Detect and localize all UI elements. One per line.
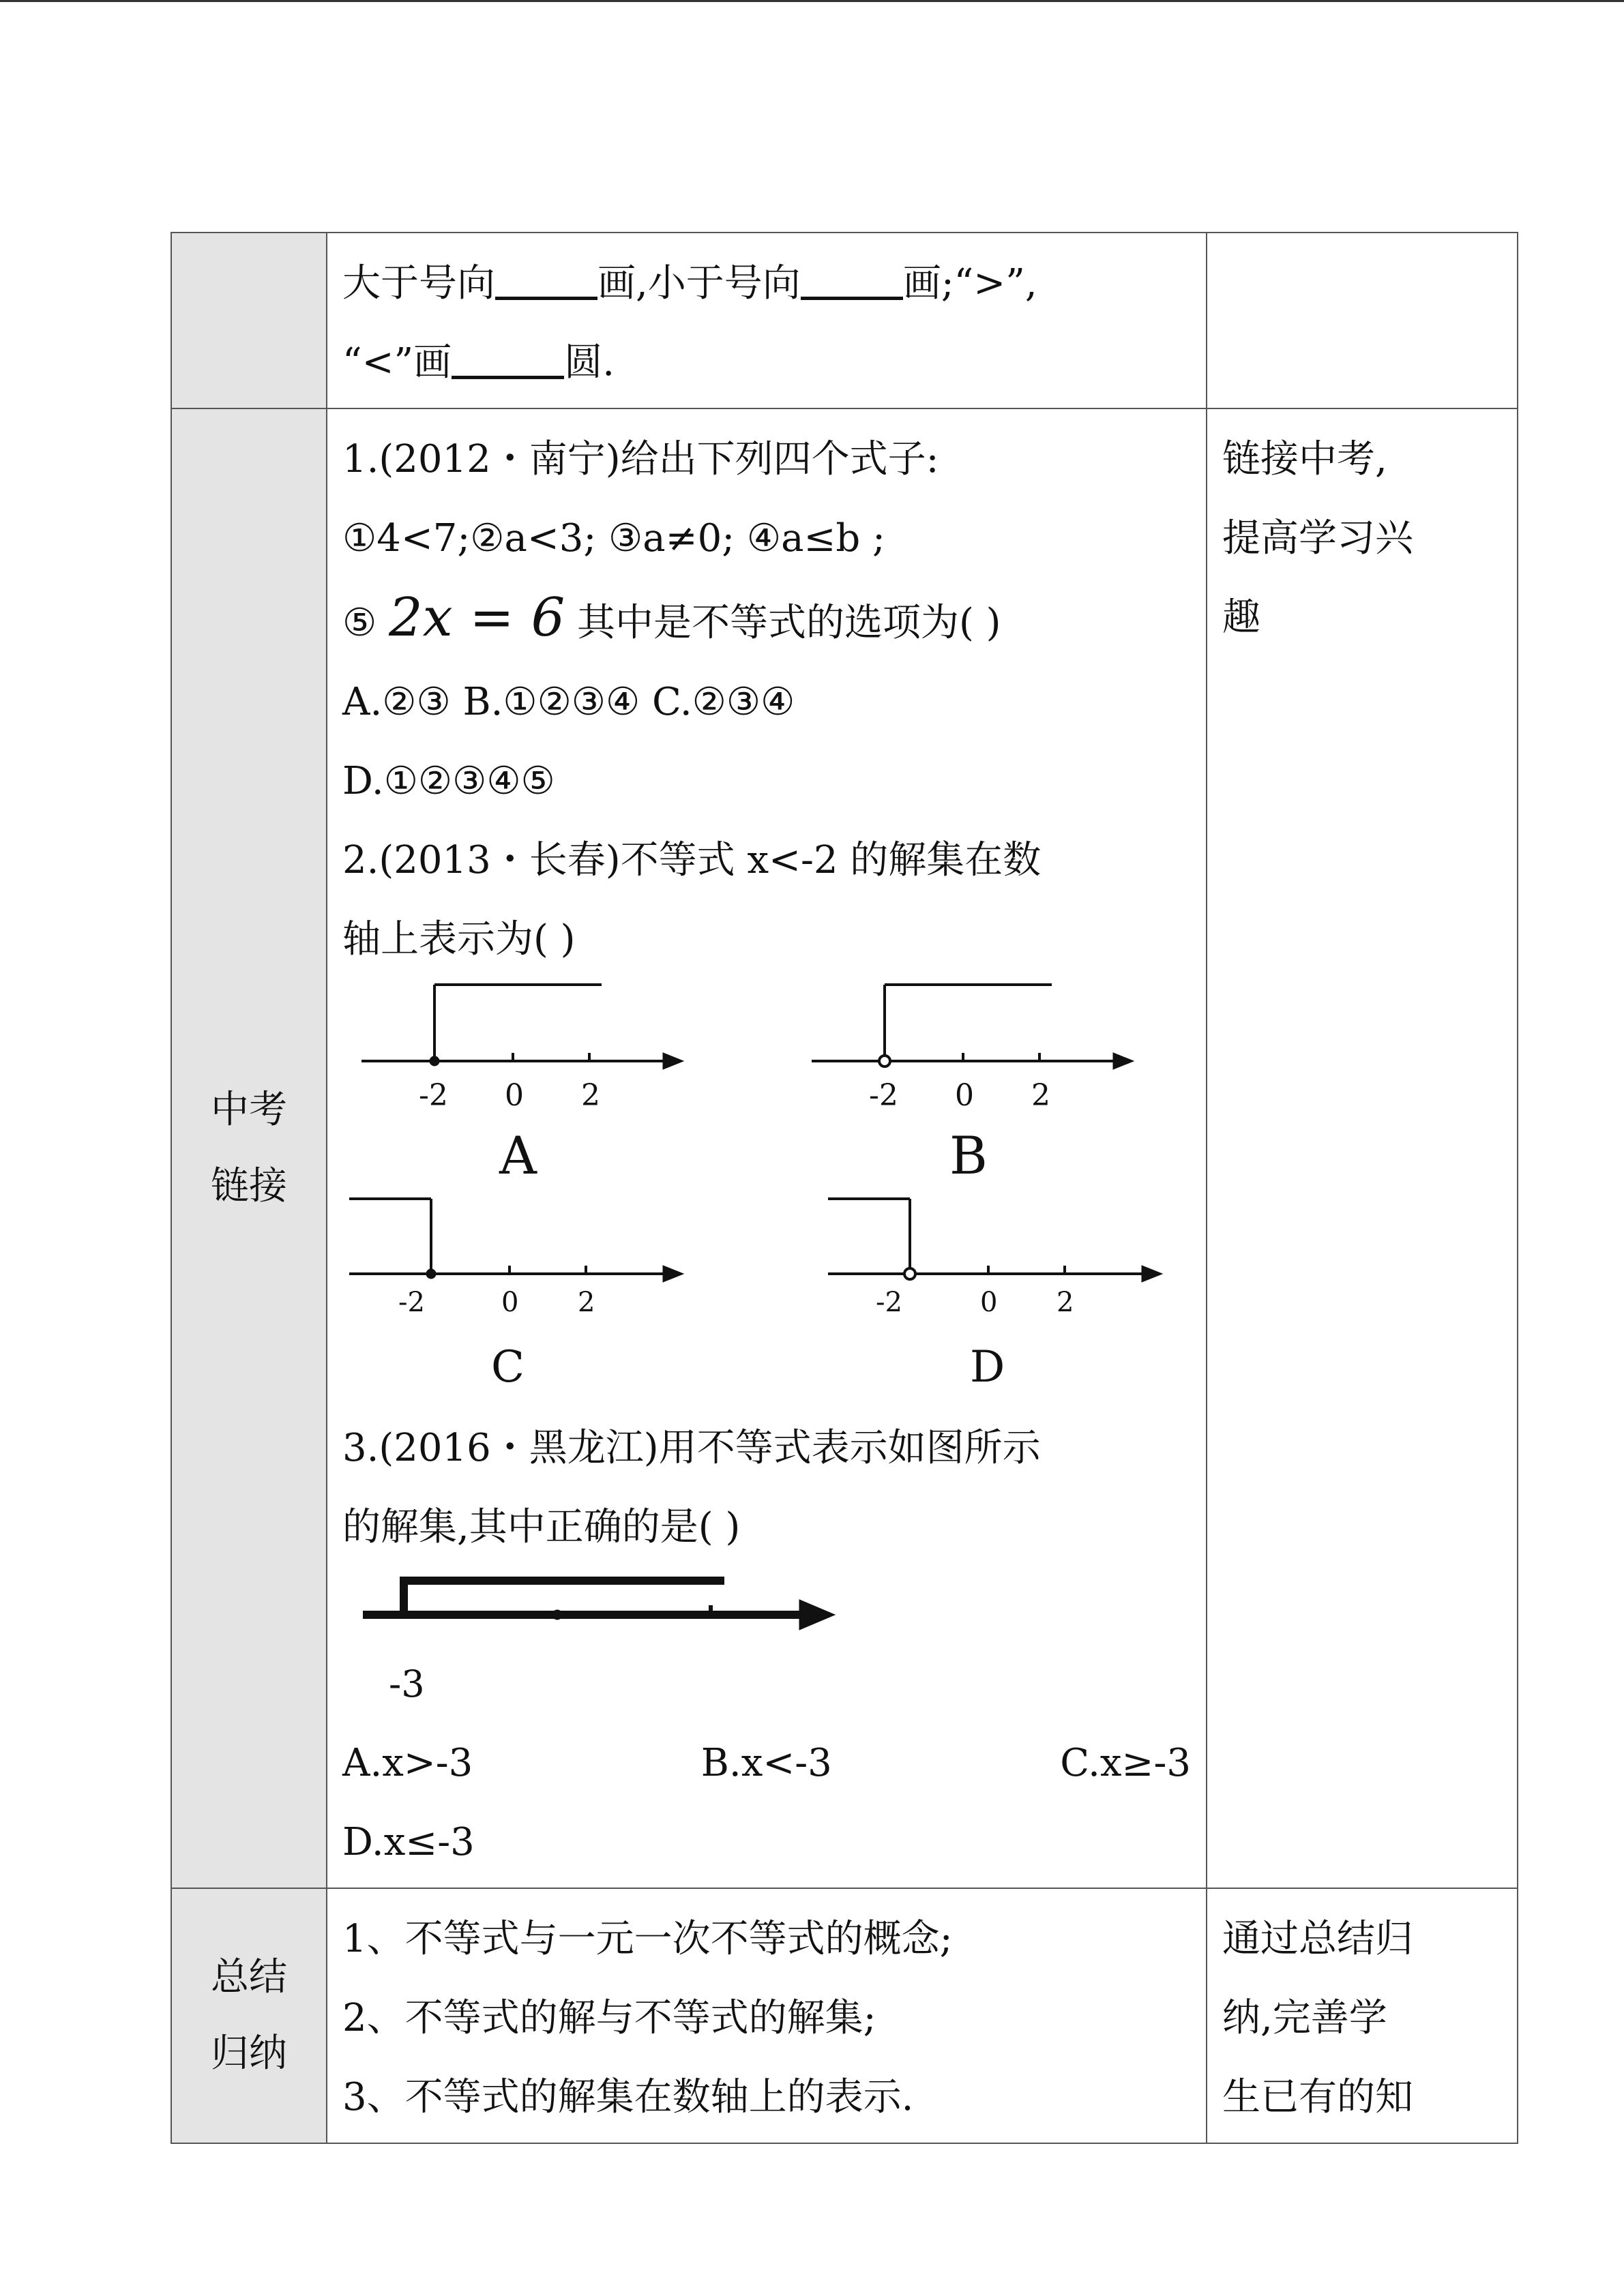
question-1-item5 [342, 578, 1191, 663]
question-1-stem: 1.(2012・南宁)给出下列四个式子: [342, 437, 939, 481]
row-note-summary [1207, 1888, 1518, 2143]
row-label-empty [171, 233, 327, 408]
tick-label: 2 [578, 1287, 595, 1318]
question-2-stem-cont: 轴上表示为( ) [342, 917, 576, 961]
label-line: 链接 [211, 1164, 287, 1208]
fill-blank [495, 256, 597, 300]
note-line: 生已有的知 [1222, 2075, 1413, 2119]
number-line-figures [342, 979, 1191, 1409]
note-line: 提高学习兴 [1222, 516, 1413, 561]
row-content-exam-link [327, 408, 1207, 1888]
text-segment: 画;“>”, [902, 261, 1037, 305]
option-c: C.x≥-3 [1060, 1741, 1191, 1785]
row-exam-link [171, 408, 1518, 1888]
arrow-head [663, 1053, 683, 1069]
row-continuation [171, 233, 1518, 408]
text-segment: 大于号向 [342, 261, 495, 305]
tick-label: 2 [1057, 1287, 1074, 1318]
tick-label: 2 [1031, 1078, 1050, 1113]
figure-letter: A [499, 1125, 537, 1186]
label-line: 总结 [211, 1955, 287, 1999]
tick-label: 0 [980, 1287, 998, 1318]
summary-line: 1、不等式与一元一次不等式的概念; [342, 1917, 953, 1961]
summary-line: 2、不等式的解与不等式的解集; [342, 1996, 876, 2040]
option-b: B.x<-3 [700, 1741, 832, 1785]
number-line-b [812, 985, 1134, 1186]
question-2-figures [342, 979, 1191, 1409]
figure-letter: B [949, 1125, 988, 1186]
summary-line: 3、不等式的解集在数轴上的表示. [342, 2075, 914, 2119]
item5-suffix: 其中是不等式的选项为( ) [577, 601, 1001, 645]
figure-letter: D [970, 1342, 1005, 1392]
page-top-border [0, 0, 1624, 2]
solid-point [426, 1269, 436, 1279]
arrow-head [1113, 1053, 1134, 1069]
tick-label: 0 [505, 1078, 524, 1113]
tick-label: -2 [869, 1078, 898, 1113]
solid-point [430, 1056, 439, 1066]
open-point [879, 1056, 890, 1067]
number-line-d [828, 1199, 1162, 1392]
question-2-stem: 2.(2013・长春)不等式 x<-2 的解集在数 [342, 838, 1042, 882]
row-content-summary [327, 1888, 1207, 2143]
note-line: 通过总结归 [1222, 1917, 1413, 1961]
note-line: 链接中考, [1222, 437, 1387, 481]
option-a: A.x>-3 [342, 1741, 473, 1785]
figure-letter: C [491, 1342, 525, 1392]
fill-blank [452, 335, 564, 379]
tick-label: 2 [581, 1078, 600, 1113]
option-d: D.x≤-3 [342, 1820, 475, 1864]
question-3-stem: 3.(2016・黑龙江)用不等式表示如图所示 [342, 1426, 1041, 1470]
text-segment: 圆. [564, 340, 615, 385]
label-line: 归纳 [211, 2031, 287, 2076]
content-line [342, 244, 1191, 323]
lesson-table [171, 232, 1518, 2144]
row-note-exam-link [1207, 408, 1518, 1888]
tick-label: 0 [501, 1287, 519, 1318]
tick-label: -2 [876, 1287, 902, 1318]
row-label-summary [171, 1888, 327, 2143]
note-line: 趣 [1222, 595, 1260, 640]
number-line-q3 [342, 1567, 861, 1724]
question-3-stem-cont: 的解集,其中正确的是( ) [342, 1505, 741, 1549]
row-summary [171, 1888, 1518, 2143]
item5-equation: 2x = 6 [389, 587, 565, 648]
text-segment: 画,小于号向 [597, 261, 801, 305]
content-line [342, 323, 1191, 402]
item5-prefix: ⑤ [342, 601, 377, 645]
question-3-options [342, 1724, 1191, 1803]
tick-label: -2 [398, 1287, 425, 1318]
question-1-items: ①4<7;②a<3; ③a≠0; ④a≤b ; [342, 516, 885, 561]
question-1-options: A.②③ B.①②③④ C.②③④ [342, 680, 795, 724]
arrow-head [1142, 1266, 1162, 1282]
row-label-exam-link [171, 408, 327, 1888]
note-line: 纳,完善学 [1222, 1996, 1387, 2040]
tick-label: 0 [955, 1078, 974, 1113]
fill-blank [801, 256, 903, 300]
question-1-option-d: D.①②③④⑤ [342, 759, 555, 803]
number-line-c [349, 1199, 683, 1392]
point-label: -3 [389, 1663, 425, 1705]
arrow-head [663, 1266, 683, 1282]
row-note-empty [1207, 233, 1518, 408]
label-line: 中考 [211, 1088, 287, 1132]
row-content-continuation [327, 233, 1207, 408]
text-segment: “<”画 [342, 340, 452, 385]
axis-mark [552, 1610, 562, 1620]
number-line-a [361, 985, 683, 1186]
tick-label: -2 [419, 1078, 448, 1113]
question-3-figure [342, 1567, 1191, 1724]
open-point [904, 1268, 915, 1279]
arrow-head [799, 1600, 835, 1630]
